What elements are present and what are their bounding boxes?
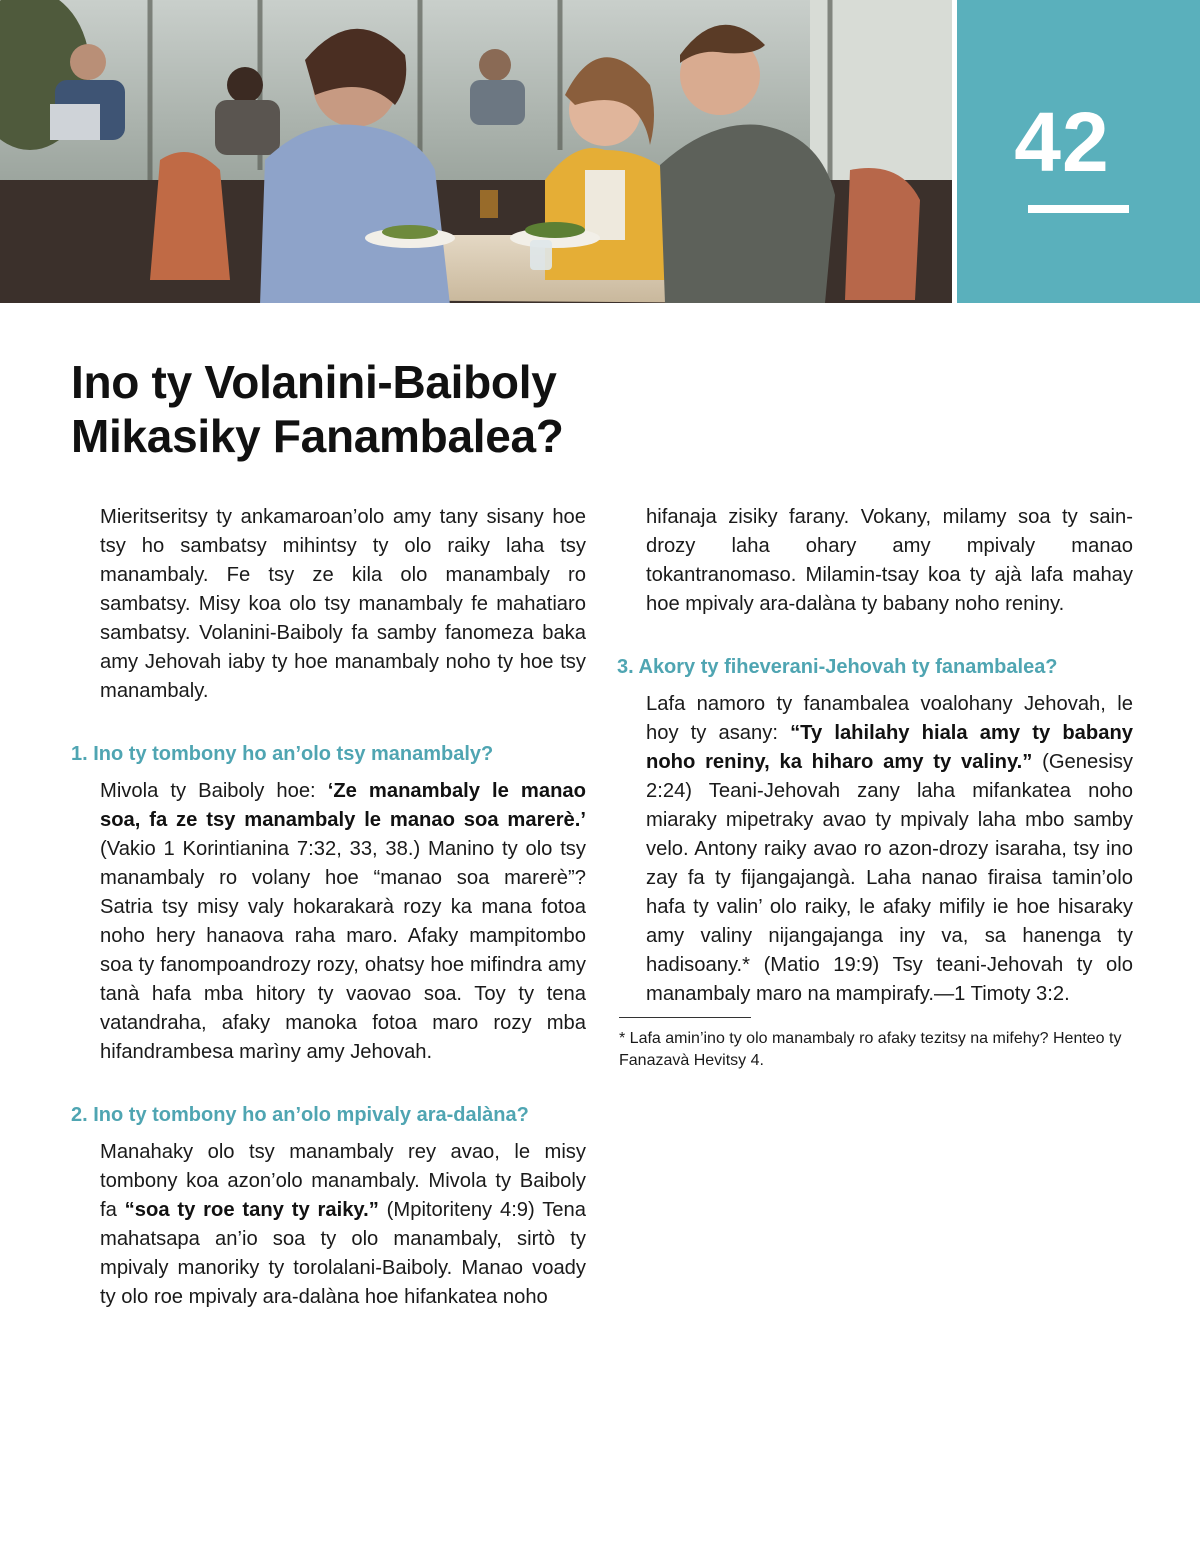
cafe-scene-illustration — [0, 0, 952, 303]
title-line-1: Ino ty Volanini-Baiboly — [71, 356, 557, 408]
section-1-quote: ‘Ze manambaly le manao soa, fa ze tsy manambaly le manao soa marerè.’ — [100, 780, 586, 831]
section-1-text-b: (Vakio 1 Korintianina 7:32, 33, 38.) Manino ty olo tsy manambaly ro volany hoe “manao soa marerè”? Satria tsy misy valy hokarakarà rozy ka mana fotoa noho hery hanaova raha maro. Afaky mampitombo soa ty fanompoandrozy rozy, ohatsy hoe mifindra amy tanà hafa mba hitory ty vaovao soa. Toy ty tena vatandraha, afaky manoka fotoa maro rozy mba hifandrambesa marìny amy Jehovah. — [100, 838, 586, 1063]
section-3-paragraph — [646, 690, 1133, 1009]
page-title — [71, 355, 771, 463]
footnote-divider — [619, 1017, 751, 1018]
right-column — [617, 503, 1134, 1072]
section-3-text-b: (Genesisy 2:24) Teani-Jehovah zany laha mifankatea noho miaraky mipetraky avao ty mpivaly laha mbo samby velo. Antony raiky avao ro azon-drozy isaraha, tsy ino zay fa ty fijangajangà. Laha nanao firaisa tamin’olo hafa ty valin’ olo raiky, le afaky mifily ie hoe hisaraky amy valiny nijangajanga iny va, sa hanenga ty hadisoany.* (Matio 19:9) Tsy teani-Jehovah ty olo manambaly maro na mampirafy.—1 Timoty 3:2. — [646, 751, 1134, 1005]
section-1-text-a: Mivola ty Baiboly hoe: — [100, 780, 328, 802]
section-3-quote: “Ty lahilahy hiala amy ty babany noho reniny, ka hiharo amy ty valiny.” — [646, 722, 1133, 773]
intro-paragraph: Mieritseritsy ty ankamaroan’olo amy tany sisany hoe tsy ho sambatsy mihintsy ty olo raiky laha tsy manambaly. Fe tsy ze kila olo manambaly ro sambatsy. Misy koa olo tsy manambaly fe mahatiaro sambatsy. Volanini-Baiboly fa samby fanomeza baka amy Jehovah iaby ty hoe manambaly noho ty hoe tsy manambaly. — [100, 506, 586, 702]
chapter-underline — [1028, 205, 1129, 213]
chapter-badge — [957, 0, 1200, 303]
section-3-heading: 3. Akory ty fiheverani-Jehovah ty fanambalea? — [617, 656, 1058, 678]
section-1-heading: 1. Ino ty tombony ho an’olo tsy manambaly? — [71, 743, 494, 765]
title-line-2: Mikasiky Fanambalea? — [71, 410, 564, 462]
section-1-paragraph — [100, 777, 586, 1067]
section-2-text-b: (Mpitoriteny 4:9) Tena mahatsapa an’io soa ty olo manambaly, sirtò ty mpivaly manoriky ty torolalani-Baiboly. Manao voady ty olo roe mpivaly ara-dalàna hoe hifankatea noho — [100, 1199, 586, 1308]
section-2-paragraph — [100, 1138, 586, 1312]
section-3-text-a: Lafa namoro ty fanambalea voalohany Jehovah, le hoy ty asany: — [646, 693, 1133, 744]
header-photo — [0, 0, 952, 303]
left-column — [71, 503, 586, 1312]
footnote: * Lafa amin’ino ty olo manambaly ro afaky tezitsy na mifehy? Henteo ty Fanazavà Hevitsy 4. — [619, 1030, 1122, 1069]
section-2-continued: hifanaja zisiky farany. Vokany, milamy soa ty sain-drozy laha ohary amy mpivaly manao tokantranomaso. Milamin-tsay koa ty ajà lafa mahay hoe mpivaly ara-dalàna ty babany noho reniny. — [646, 506, 1133, 615]
section-2-text-a: Manahaky olo tsy manambaly rey avao, le misy tombony koa azon’olo manambaly. Mivola ty Baiboly fa — [100, 1141, 586, 1221]
section-2-quote: “soa ty roe tany ty raiky.” — [124, 1199, 379, 1221]
chapter-number: 42 — [1014, 95, 1110, 189]
section-2-heading: 2. Ino ty tombony ho an’olo mpivaly ara-dalàna? — [71, 1104, 529, 1126]
